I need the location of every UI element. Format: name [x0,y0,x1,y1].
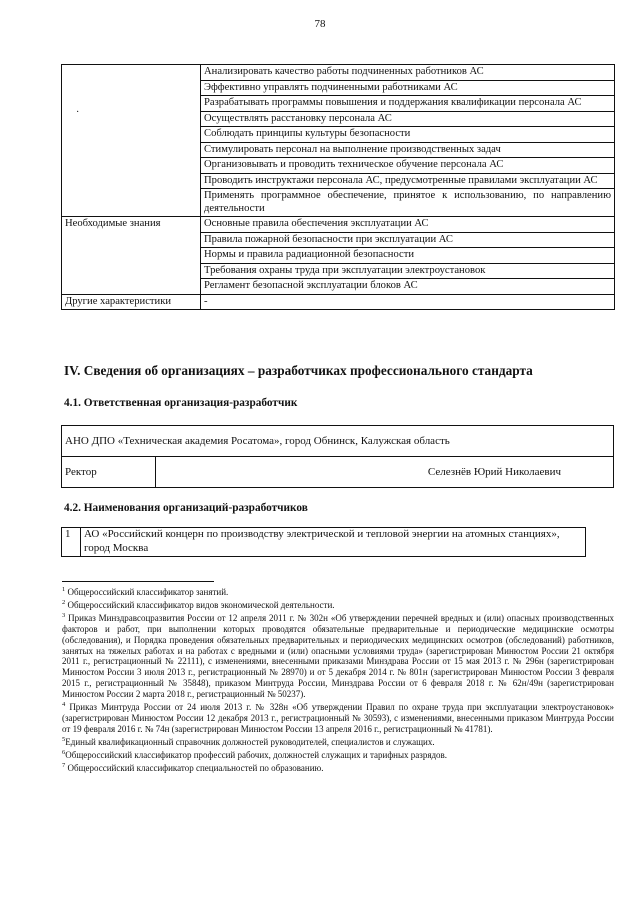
responsible-org-table [61,425,614,488]
skill-cell: Стимулировать персонал на выполнение производственных задач [201,142,615,158]
table-row [62,294,615,310]
footnote [62,598,614,611]
footnote [62,700,614,735]
table-row [62,217,615,233]
skill-cell: Разрабатывать программы повышения и поддержания квалификации персонала АС [201,96,615,112]
skills-label-cell [62,65,201,217]
subsection-title-responsible: 4.1. Ответственная организация-разработчик [64,397,298,409]
subsection-title-developers: 4.2. Наименования организаций-разработчиков [64,502,308,514]
footnote-marker: 5 [62,735,66,743]
footnote-text: Приказ Минздравсоцразвития России от 12 апреля 2011 г. № 302н «Об утверждении перечней вредных и (или) опасных производственных факторов и работ, при выполнении которых проводятся обязательные предварительные и периодические медицинские осмотры (обследования), и Порядка проведения обязательных предварительных и периодических медицинских осмотров (обследований) работников, занятых на тяжелых работах и на работах с вредными и (или) опасными условиями труда» (зарегистрирован Минюстом России 21 октября 2011 г., регистрационный № 22111), с изменениями, внесенными приказами Минздрава России от 15 мая 2013 г. № 296н (зарегистрирован Минюстом России 3 июля 2013 г., регистрационный № 28970) и от 5 декабря 2014 г. № 801н (зарегистрирован Минюстом России 3 февраля 2015 г., регистрационный № 35848), приказом Минтруда России, Минздрава России от 6 февраля 2018 г. № 62н/49н (зарегистрирован Минюстом России 2 марта 2018 г., регистрационный № 50237). [62,612,614,700]
table-row [62,528,586,557]
footnote-text: Общероссийский классификатор видов экономической деятельности. [67,599,335,610]
footnote-marker: 3 [62,611,66,619]
footnote-separator [62,581,214,582]
skill-cell: Применять программное обеспечение, принятое к использованию, по направлению деятельности [201,189,615,217]
knowledge-cell: Регламент безопасной эксплуатации блоков АС [201,279,615,295]
footnote-marker: 2 [62,598,66,606]
footnote-marker: 1 [62,586,66,593]
footnote-text: Общероссийский классификатор профессий рабочих, должностей служащих и тарифных разрядов. [65,749,448,760]
footnote-marker: 7 [62,761,66,769]
org-name-cell: АНО ДПО «Техническая академия Росатома», город Обнинск, Калужская область [62,426,614,457]
table-row [62,426,614,457]
developer-org-cell: АО «Российский концерн по производству электрической и тепловой энергии на атомных станциях», город Москва [81,528,586,557]
table-row [62,65,615,81]
knowledge-cell: Требования охраны труда при эксплуатации электроустановок [201,263,615,279]
footnote-marker: 6 [62,748,66,756]
footnote [62,585,614,598]
skill-cell: Осуществлять расстановку персонала АС [201,111,615,127]
developer-orgs-table [61,527,586,557]
page-number: 78 [314,18,326,30]
footnote-text: Общероссийский классификатор занятий. [67,587,229,597]
footnote-marker: 4 [62,701,66,709]
scan-dot-mark: · [76,107,80,118]
knowledge-label-cell: Необходимые знания [62,217,201,295]
footnote [62,611,614,700]
skill-cell: Организовывать и проводить техническое обучение персонала АС [201,158,615,174]
knowledge-cell: Правила пожарной безопасности при эксплуатации АС [201,232,615,248]
footnote [62,735,614,748]
footnote [62,761,614,774]
skill-cell: Проводить инструктажи персонала АС, предусмотренные правилами эксплуатации АС [201,173,615,189]
table-row [62,457,614,488]
skill-cell: Анализировать качество работы подчиненных работников АС [201,65,615,81]
footnote [62,748,614,761]
knowledge-cell: Основные правила обеспечения эксплуатации АС [201,217,615,233]
footnote-text: Единый квалификационный справочник должностей руководителей, специалистов и служащих. [65,736,435,747]
skill-cell: Соблюдать принципы культуры безопасности [201,127,615,143]
person-name-cell: Селезнёв Юрий Николаевич [155,457,613,488]
competency-table [61,64,615,310]
other-value-cell: - [201,294,615,310]
knowledge-cell: Нормы и правила радиационной безопасности [201,248,615,264]
section-title: IV. Сведения об организациях – разработчиках профессионального стандарта [64,363,533,378]
position-cell: Ректор [62,457,156,488]
skill-cell: Эффективно управлять подчиненными работниками АС [201,80,615,96]
footnote-text: Приказ Минтруда России от 24 июля 2013 г. № 328н «Об утверждении Правил по охране труда при эксплуатации электроустановок» (зарегистрирован Минюстом России 12 декабря 2013 г., регистрационный № 30593), с изменениями, внесенными приказом Минтруда России от 19 февраля 2016 г. № 74н (зарегистрирован Минюстом России 13 апреля 2016 г., регистрационный № 41781). [62,702,614,734]
other-label-cell: Другие характеристики [62,294,201,310]
footnote-text: Общероссийский классификатор специальностей по образованию. [67,762,324,773]
row-number-cell: 1 [62,528,81,557]
footnotes [62,585,614,774]
